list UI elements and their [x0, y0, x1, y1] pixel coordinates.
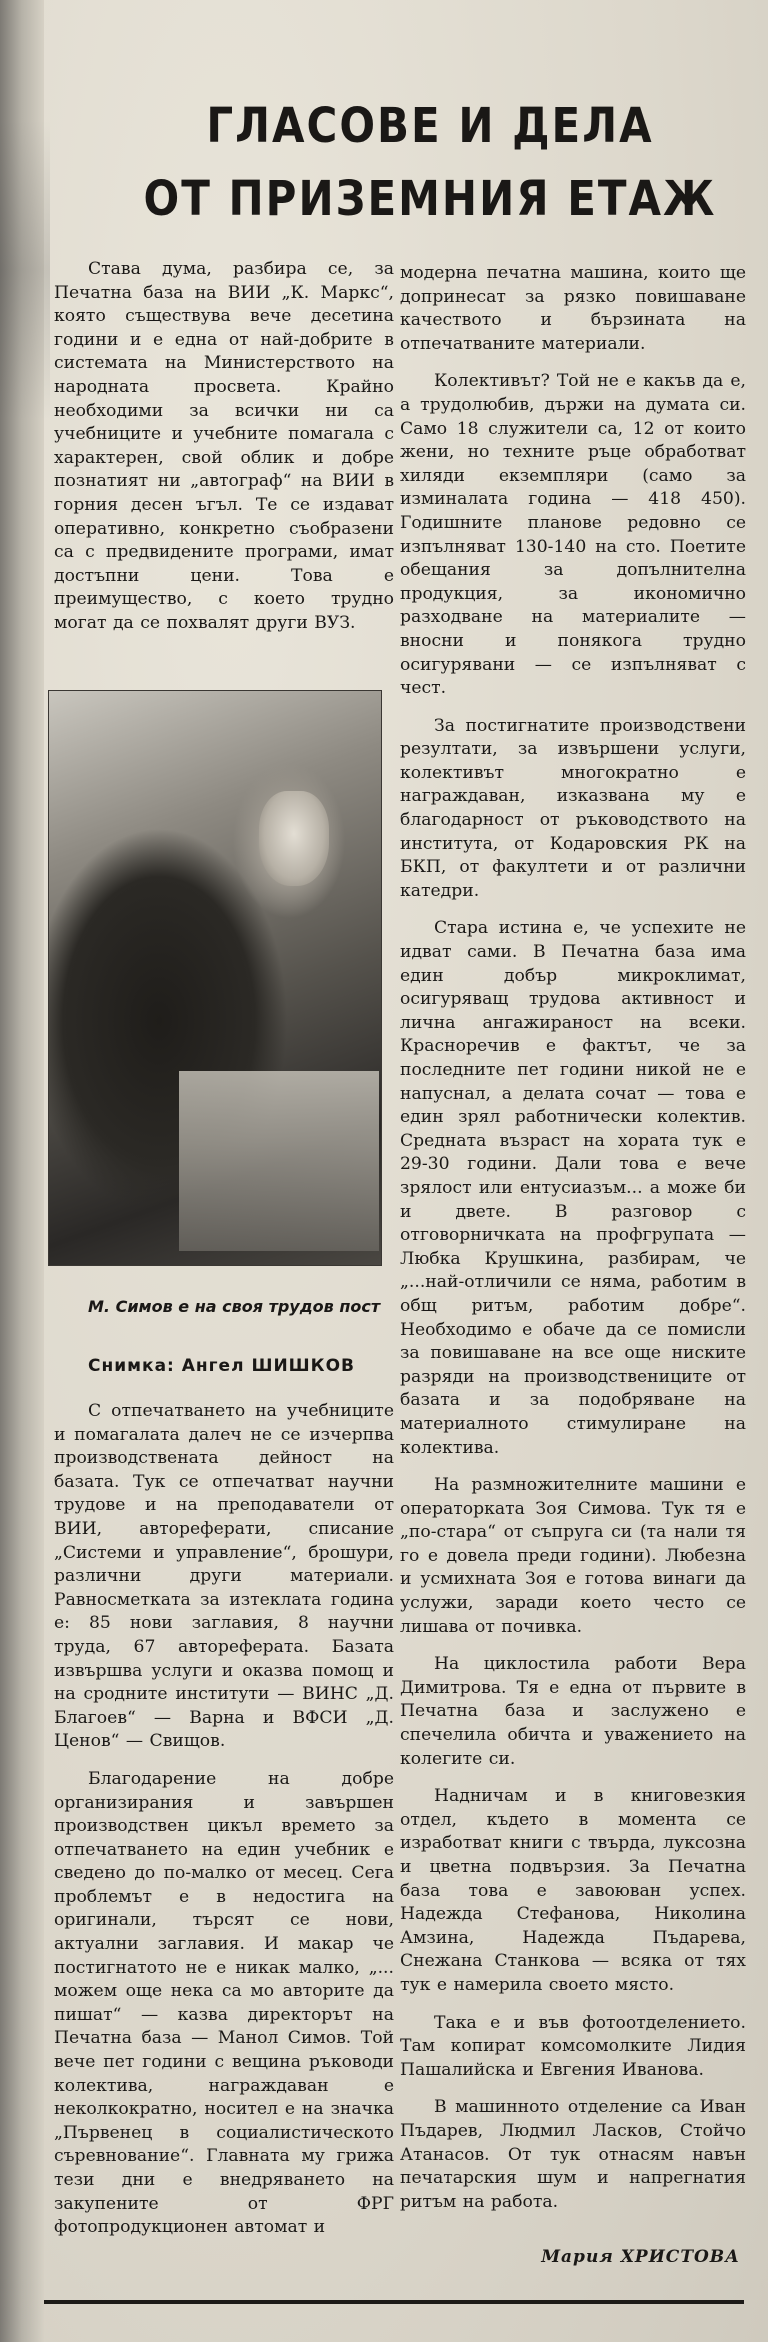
paragraph: Става дума, разбира се, за Печатна база на ВИИ „К. Маркс“, която съществува вече десетина години и е една от най-добрите в системата на Министерството на народната просвета. Крайно необходими за всички ни са учебниците и учебните помагала с характерен, свой облик и добре познатият ни „автограф“ на ВИИ в горния десен ъгъл. Те се издават оперативно, конкретно съобразени са с предвидените програми, имат достъпни цени. Това е преимущество, с което трудно могат да се похвалят други ВУЗ. — [54, 259, 394, 633]
article-photo — [48, 690, 382, 1266]
paragraph: Така е и във фотоотделението. Там копират комсомолките Лидия Пашалийска и Евгения Иванова. — [400, 2012, 746, 2080]
bleed-through-text — [0, 120, 50, 420]
right-column — [400, 262, 746, 2228]
paragraph: Надничам и в книговезкия отдел, където в момента се изработват книги с твърда, луксозна и цветна подвързия. За Печатна база това е завоюван успех. Надежда Стефанова, Николина Амзина, Надежда Пъдарева, Снежана Станкова — всяка от тях тук е намерила своето място. — [400, 1786, 746, 1995]
paragraph: Благодарение на добре организирания и завършен производствен цикъл времето за отпечатването на един учебник е сведено до по-малко от месец. Сега проблемът е в недостига на оригинали, търсят се нови, актуални заглавия. И макар че постигнатото не е никак малко, „... можем още нека са мо авторите да пишат“ — казва директорът на Печатна база — Манол Симов. Той вече пет години с вещина ръководи колектива, награждаван е неколкократно, носител е на значка „Първенец в социалистическото съревнование“. Главната му грижа тези дни е внедряването на закупените от ФРГ фотопродукционен автомат и — [54, 1768, 394, 2238]
paragraph: На циклостила работи Вера Димитрова. Тя е една от първите в Печатна база и заслужено е спечелила обичта и уважението на колегите си. — [400, 1654, 746, 1769]
headline-line-1: ГЛАСОВЕ И ДЕЛА — [206, 97, 654, 154]
paragraph: На размножителните машини е операторката Зоя Симова. Тук тя е „по-стара“ от съпруга си (та нали тя го е довела преди години). Любезна и усмихната Зоя е готова винаги да услужи, заради което често се лишава от почивка. — [400, 1475, 746, 1637]
person-face-shape — [259, 791, 329, 886]
left-column-top — [54, 258, 394, 650]
photo-credit: Снимка: Ангел ШИШКОВ — [88, 1356, 355, 1376]
left-column-bottom — [54, 1400, 394, 2254]
paragraph: С отпечатването на учебниците и помагалата далеч не се изчерпва производствената дейност на базата. Тук се отпечатват научни трудове и на преподаватели от ВИИ, автореферати, списание „Системи и управление“, брошури, различни други материали. Равносметката за изтеклата година е: 85 нови заглавия, 8 научни труда, 67 автореферата. Базата извършва услуги и оказва помощ и на сродните институти — ВИНС „Д. Благоев“ — Варна и ВФСИ „Д. Ценов“ — Свищов. — [54, 1401, 394, 1752]
paragraph: Колективът? Той не е какъв да е, а трудолюбив, държи на думата си. Само 18 служители са, 12 от които жени, но техните ръце обработват хиляди екземпляри (само за изминалата година — 418 450). Годишните планове редовно се изпълняват 130-140 на сто. Поетите обещания за допълнителна продукция, за икономично разходване на материалите — вносни и понякога трудно осигурявани — се изпълняват с чест. — [400, 371, 746, 699]
photo-caption: М. Симов е на своя трудов пост — [88, 1297, 381, 1316]
bottom-rule — [44, 2300, 744, 2304]
paragraph: За постигнатите производствени резултати, за извършени услуги, колективът многократно е награждаван, изказвана му е благодарност от ръководството на института, от Кодаровския РК на БКП, от факултети и от различни катедри. — [400, 715, 746, 901]
headline-line-2: ОТ ПРИЗЕМНИЯ ЕТАЖ — [143, 170, 717, 227]
printing-machine-shape — [179, 1071, 379, 1251]
paragraph: В машинното отделение са Иван Пъдарев, Людмил Ласков, Стойчо Атанасов. От тук отнасям навън печатарския шум и напрегнатия ритъм на работа. — [400, 2097, 746, 2212]
paragraph: модерна печатна машина, които ще допринесат за рязко повишаване качеството и бързината на отпечатваните материали. — [400, 263, 746, 354]
author-signature: Мария ХРИСТОВА — [541, 2247, 740, 2267]
paragraph: Стара истина е, че успехите не идват сами. В Печатна база има един добър микроклимат, осигуряващ трудова активност и лична ангажираност на всеки. Красноречив е фактът, че за последните пет години никой не е напуснал, а делата сочат — това е един зрял работнически колектив. Средната възраст на хората тук е 29-30 години. Дали това е вече зрялост или ентусиазъм... а може би и двете. В разговор с отговорничката на профгрупата — Любка Крушкина, разбирам, че „...най-отличили се няма, работим в общ ритъм, работим добре“. Необходимо е обаче да се помисли за повишаване на все още ниските разряди на производствениците от базата и за подобряване на материалното стимулиране на колектива. — [400, 918, 746, 1458]
